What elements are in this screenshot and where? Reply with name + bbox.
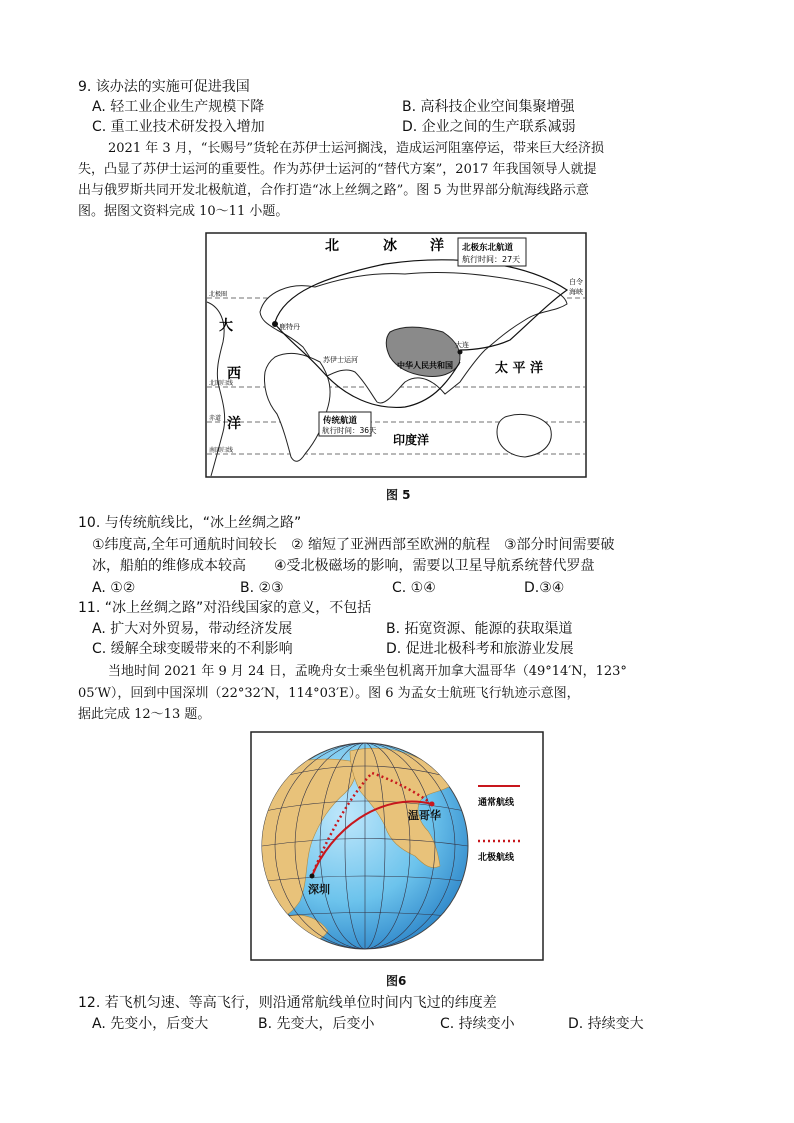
q10-option-c: C. ①④ <box>392 580 436 596</box>
legend-polar-route: 北极航线 <box>478 853 515 863</box>
map-label-equator: 赤道 <box>209 415 222 422</box>
q11-option-a: A. 扩大对外贸易，带动经济发展 <box>92 621 293 637</box>
map-label-ice: 冰 <box>383 238 397 254</box>
passage1-line3: 出与俄罗斯共同开发北极航道，合作打造“冰上丝绸之路”。图 5 为世界部分航海线路示意 <box>78 183 589 198</box>
q10-option-a: A. ①② <box>92 580 136 596</box>
figure5-world-map <box>205 232 587 478</box>
q11-option-b: B. 拓宽资源、能源的获取渠道 <box>386 621 573 637</box>
q11-option-c: C. 缓解全球变暖带来的不利影响 <box>92 641 293 657</box>
map-label-traditional: 传统航道 <box>323 416 358 426</box>
map-label-indian: 印度洋 <box>393 433 430 447</box>
q9-option-b: B. 高科技企业空间集聚增强 <box>402 99 575 115</box>
passage1-line2: 失，凸显了苏伊士运河的重要性。作为苏伊士运河的“替代方案”，2017 年我国领导人就提 <box>78 162 597 177</box>
map-label-ocean: 洋 <box>430 238 444 254</box>
passage1-line4: 图。据图文资料完成 10～11 小题。 <box>78 204 289 219</box>
map-label-rotterdam: 鹿特丹 <box>279 323 300 331</box>
map-label-dalian: 大连 <box>455 341 469 349</box>
map-label-suez: 苏伊士运河 <box>323 356 358 364</box>
map-label-arctic-circle: 北极圈 <box>209 291 228 298</box>
passage2-line2: 05′W），回到中国深圳（22°32′N，114°03′E）。图 6 为孟女士航班飞行轨迹示意图， <box>78 686 580 701</box>
q11-option-d: D. 促进北极科考和旅游业发展 <box>386 641 574 657</box>
q12-option-d: D. 持续变大 <box>568 1016 644 1032</box>
q12-option-b: B. 先变大，后变小 <box>258 1016 375 1032</box>
q12-option-c: C. 持续变小 <box>440 1016 515 1032</box>
q10-stem: 10. 与传统航线比，“冰上丝绸之路” <box>78 515 302 531</box>
map-label-xi: 西 <box>227 366 241 382</box>
figure6-globe <box>250 731 544 961</box>
map-label-pacific: 太 平 洋 <box>495 361 544 376</box>
map-label-tropic-north: 北回归线 <box>209 380 234 387</box>
globe-label-vancouver: 温哥华 <box>408 809 441 822</box>
map-label-china: 中华人民共和国 <box>397 361 453 370</box>
q9-option-a: A. 轻工业企业生产规模下降 <box>92 99 265 115</box>
figure6-caption: 图6 <box>386 974 407 988</box>
legend-normal-route: 通常航线 <box>478 798 515 808</box>
map-label-trad-time: 航行时间：36天 <box>322 426 377 435</box>
map-label-yang: 洋 <box>227 416 241 432</box>
map-label-arctic-time: 航行时间：27天 <box>462 255 521 264</box>
map-label-bering-1: 白令 <box>569 278 583 286</box>
q9-option-c: C. 重工业技术研发投入增加 <box>92 119 265 135</box>
figure5-caption: 图 5 <box>386 488 411 502</box>
q12-option-a: A. 先变小，后变大 <box>92 1016 209 1032</box>
passage2-line3: 据此完成 12～13 题。 <box>78 707 211 722</box>
passage1-line1: 2021 年 3 月，“长赐号”货轮在苏伊士运河搁浅，造成运河阻塞停运，带来巨大经济损 <box>108 141 605 156</box>
globe-label-shenzhen: 深圳 <box>308 883 330 896</box>
q9-option-d: D. 企业之间的生产联系减弱 <box>402 119 576 135</box>
q12-stem: 12. 若飞机匀速、等高飞行，则沿通常航线单位时间内飞过的纬度差 <box>78 995 497 1011</box>
q11-stem: 11. “冰上丝绸之路”对沿线国家的意义，不包括 <box>78 600 372 616</box>
q10-statements-line1: ①纬度高,全年可通航时间较长 ② 缩短了亚洲西部至欧洲的航程 ③部分时间需要破 <box>92 537 615 553</box>
passage2-line1: 当地时间 2021 年 9 月 24 日，孟晚舟女士乘坐包机离开加拿大温哥华（49°14′N，123° <box>108 664 627 679</box>
map-label-north: 北 <box>325 238 339 254</box>
q10-option-b: B. ②③ <box>240 580 284 596</box>
q10-option-d: D.③④ <box>524 580 565 596</box>
map-label-da: 大 <box>219 318 233 334</box>
q9-stem: 9. 该办法的实施可促进我国 <box>78 79 250 95</box>
map-label-tropic-south: 南回归线 <box>209 447 234 454</box>
q10-statements-line2: 冰，船舶的维修成本较高 ④受北极磁场的影响，需要以卫星导航系统替代罗盘 <box>92 558 595 574</box>
map-label-bering-2: 海峡 <box>569 288 583 296</box>
map-label-arctic-route: 北极东北航道 <box>462 243 514 253</box>
